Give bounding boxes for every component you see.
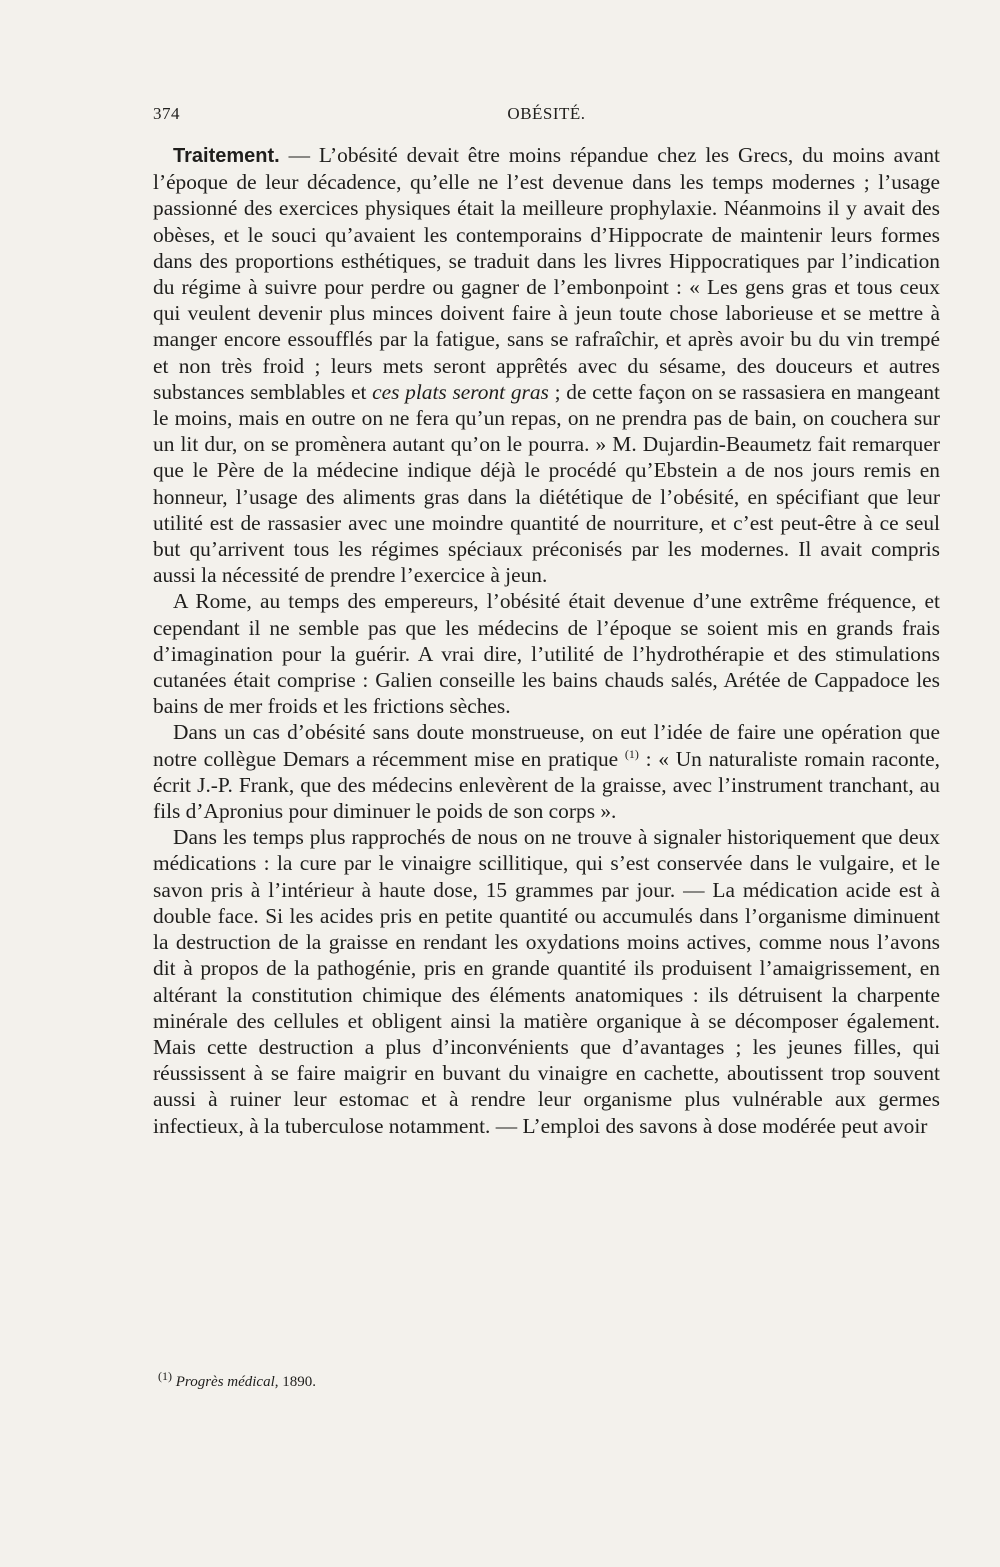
paragraph-medications: Dans les temps plus rapprochés de nous on ne trouve à signaler historiquement que deux médications : la cure par le vinaigre scillitique, qui s’est conservée dans le vulgaire, et le savon pris à l’intérieur à haute dose, 15 grammes par jour. — La médication acide est à double face. Si les acides pris en petite quantité ou accumulés dans l’organisme diminuent la destruction de la graisse en rendant les oxydations moins actives, comme nous l’avons dit à propos de la pathogénie, pris en grande quantité ils produisent l’amaigrissement, en altérant la constitution chimique des éléments anatomiques : ils détruisent la charpente minérale des cellules et obligent ainsi la matière organique à se décomposer également. Mais cette destruction a plus d’inconvénients que d’avantages ; les jeunes filles, qui réussissent à se faire maigrir en buvant du vinaigre en cachette, aboutissent trop souvent aussi à ruiner leur estomac et à rendre leur organisme plus vulnérable aux germes infectieux, à la tuberculose notamment. — L’emploi des savons à dose modérée peut avoir (153, 825, 940, 1138)
paragraph-operation (153, 719, 940, 824)
running-header (153, 104, 940, 132)
footnote-ref: (1) (624, 746, 639, 761)
paragraph-rome: A Rome, au temps des empereurs, l’obésité était devenue d’une extrême fréquence, et cependant il ne semble pas que les médecins de l’époque se soient mis en grands frais d’imagination pour la guérir. A vrai dire, l’utilité de l’hydrothérapie et des stimulations cutanées était comprise : Galien conseille les bains chauds salés, Arétée de Cappadoce les bains de mer froids et les frictions sèches. (153, 589, 940, 719)
paragraph-text: Dans un cas d’obésité sans doute monstrueuse, on eut l’idée de faire une opération que notre collègue Demars a récemment mise en pratique (153, 720, 940, 771)
running-title: OBÉSITÉ. (507, 104, 586, 123)
paragraph-traitement (153, 142, 940, 588)
paragraph-text: ; de cette façon on se rassasiera en mangeant le moins, mais en outre on ne fera qu’un repas, on ne prendra pas de bain, on couchera sur un lit dur, on se promènera autant qu’on le pourra. » M. Dujardin-Beaumetz fait remarquer que le Père de la médecine indique déjà le procédé qu’Ebstein a de nos jours remis en honneur, l’usage des aliments gras dans la diététique de l’obésité, en spécifiant que leur utilité est de rassasier avec une moindre quantité de nourriture, et c’est peut-être à ce seul but qu’arrivent tous les régimes spéciaux préconisés par les modernes. Il avait compris aussi la nécessité de prendre l’exercice à jeun. (153, 379, 940, 588)
page-number: 374 (153, 104, 180, 123)
footnote-text: , 1890. (274, 1374, 317, 1390)
body-text (153, 142, 940, 1139)
section-lead: Traitement. (173, 145, 280, 167)
footnote-marker: (1) (158, 1369, 172, 1383)
footnote (158, 1369, 317, 1391)
paragraph-text: : « Un naturaliste romain raconte, écrit J.-P. Frank, que des médecins enlevèrent de la graisse, avec l’instrument tranchant, au fils d’Apronius pour diminuer le poids de son corps ». (153, 746, 940, 824)
footnote-source: Progrès médical (175, 1374, 275, 1390)
italic-phrase: ces plats seront gras (372, 379, 549, 404)
paragraph-text: — L’obésité devait être moins répandue chez les Grecs, du moins avant l’époque de leur décadence, qu’elle ne l’est devenue dans les temps modernes ; l’usage passionné des exercices physiques était la meilleure prophylaxie. Néanmoins il y avait des obèses, et le souci qu’avaient les contemporains d’Hippocrate de maintenir leurs formes dans des proportions esthétiques, se traduit dans les livres Hippocratiques par l’indication du régime à suivre pour perdre ou gagner de l’embonpoint : « Les gens gras et tous ceux qui veulent devenir plus minces doivent faire à jeun toute chose laborieuse et se mettre à manger encore essoufflés par la fatigue, sans se rafraîchir, et après avoir bu du vin trempé et non très froid ; leurs mets seront apprêtés avec du sésame, des douceurs et autres substances semblables et (153, 143, 940, 404)
